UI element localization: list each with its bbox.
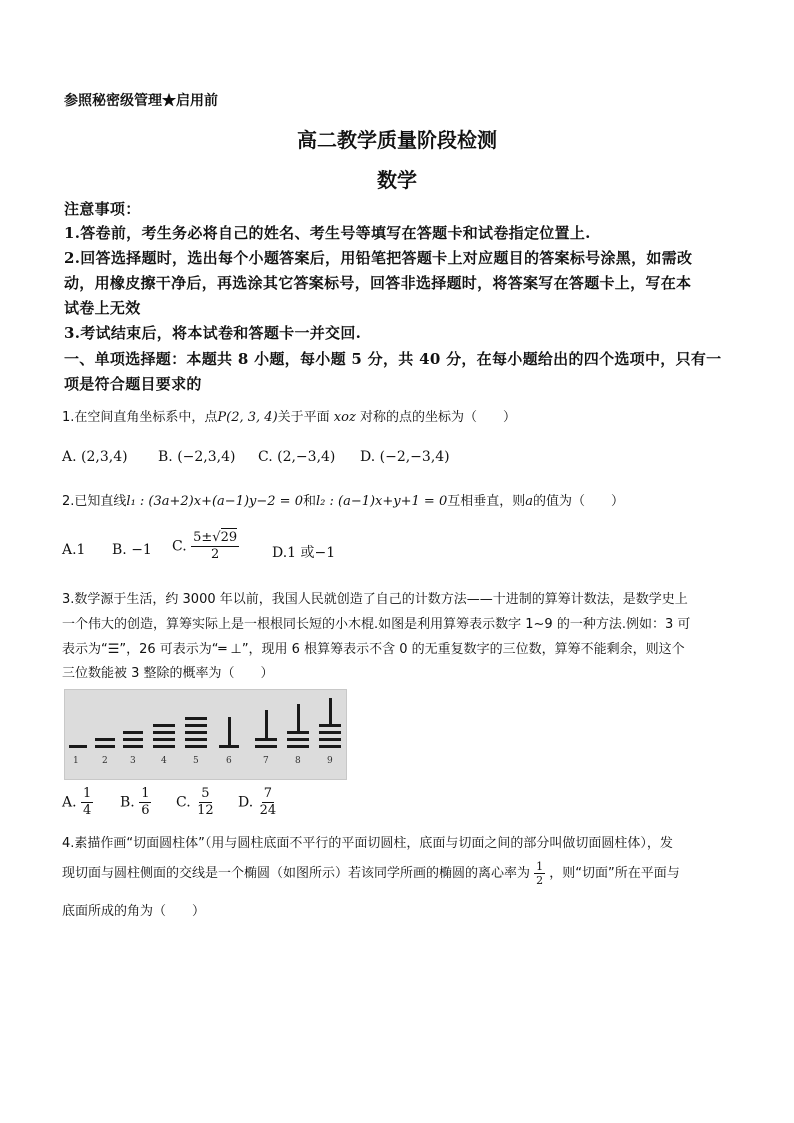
question-1-option-d: D. (−2,−3,4) — [360, 449, 450, 465]
rod-label-8: 8 — [295, 756, 301, 766]
note-item-2-line-1: 2.回答选择题时，选出每个小题答案后，用铅笔把答题卡上对应题目的答案标号涂黑，如需改 — [64, 249, 693, 267]
rod-label-9: 9 — [327, 756, 333, 766]
question-4-frac-den: 2 — [536, 874, 544, 887]
question-3-option-a-label: A. — [62, 794, 77, 811]
section-1-heading-line-1: 一、单项选择题：本题共 8 小题，每小题 5 分，共 40 分，在每小题给出的四个选项中，只有一 — [64, 350, 722, 368]
section-1-heading-line-2: 项是符合题目要求的 — [64, 375, 202, 393]
question-3-option-d-label: D. — [238, 794, 254, 811]
counting-rods-figure — [64, 689, 347, 780]
question-3-option-b-fraction — [139, 786, 151, 819]
notes-heading: 注意事项： — [64, 200, 141, 218]
question-4-line-3: 底面所成的角为（ ） — [62, 904, 206, 919]
rod-label-5: 5 — [193, 756, 199, 766]
rod-label-1: 1 — [73, 756, 79, 766]
question-3-option-a — [62, 786, 93, 819]
question-1-point: P(2, 3, 4) — [217, 410, 278, 425]
question-2-option-a: A.1 — [62, 542, 86, 558]
question-1-stem — [62, 406, 516, 425]
exam-title: 高二教学质量阶段检测 — [297, 128, 497, 152]
note-item-2-line-3: 试卷上无效 — [64, 299, 141, 317]
question-3-option-b-label: B. — [120, 794, 135, 811]
question-2-and: 和 — [302, 494, 316, 509]
question-2-option-c-label: C. — [172, 538, 187, 555]
rod-label-2: 2 — [102, 756, 108, 766]
question-3-option-a-fraction — [81, 786, 93, 819]
question-2-var: a — [525, 494, 533, 509]
question-2-suffix: 的值为（ ） — [533, 494, 625, 509]
rod-label-6: 6 — [226, 756, 232, 766]
question-2-option-d: D.1 或−1 — [272, 545, 336, 561]
question-2-option-c-sqrt: 29 — [220, 530, 238, 545]
question-1-plane: xoz — [333, 410, 356, 425]
question-4-frac-num: 1 — [536, 860, 544, 873]
question-3-option-c-den: 12 — [197, 803, 214, 818]
note-item-2-line-2: 动，用橡皮擦干净后，再选涂其它答案标号，回答非选择题时，将答案写在答题卡上，写在本 — [64, 274, 692, 292]
question-3-option-d — [238, 786, 278, 819]
question-4-line-1: 4.素描作画“切面圆柱体”（用与圆柱底面不平行的平面切圆柱，底面与切面之间的部分叫做切面圆柱体），发 — [62, 836, 673, 851]
question-3-option-a-den: 4 — [83, 803, 92, 818]
question-2-mid: 互相垂直，则 — [447, 494, 526, 509]
question-3-option-c-num: 5 — [201, 786, 210, 801]
question-3-option-c — [176, 786, 216, 819]
question-1-option-a: A. (2,3,4) — [62, 449, 128, 465]
question-4-eccentricity-fraction — [534, 860, 545, 887]
question-3-option-b-den: 6 — [141, 803, 150, 818]
question-3-line-3: 表示为“☰”，26 可表示为“═ ⊥”，现用 6 根算筹表示不含 0 的无重复数字的三位数，算筹不能剩余，则这个 — [62, 642, 685, 657]
question-1-prefix: 1.在空间直角坐标系中，点 — [62, 410, 218, 425]
question-3-line-1: 3.数学源于生活，约 3000 年以前，我国人民就创造了自己的计数方法——十进制的算筹计数法，是数学史上 — [62, 592, 688, 607]
rod-label-7: 7 — [263, 756, 269, 766]
question-1-option-b: B. (−2,3,4) — [158, 449, 236, 465]
question-2-stem — [62, 490, 624, 509]
exam-subject: 数学 — [377, 168, 417, 192]
question-1-option-c: C. (2,−3,4) — [258, 449, 336, 465]
rod-label-4: 4 — [161, 756, 167, 766]
question-3-option-d-fraction — [258, 786, 279, 819]
question-2-line-1: l₁ : (3a+2)x+(a−1)y−2 = 0 — [126, 494, 303, 509]
question-3-option-c-fraction — [195, 786, 216, 819]
question-4-line-2-prefix: 现切面与圆柱侧面的交线是一个椭圆（如图所示）若该同学所画的椭圆的离心率为 — [62, 866, 531, 881]
question-2-option-c-fraction: $\frac{5\pm√29}{2}$ — [193, 530, 238, 562]
question-2-option-b: B. −1 — [112, 542, 152, 558]
question-1-mid: 关于平面 — [277, 410, 330, 425]
question-2-option-c-num: 5± — [193, 530, 213, 545]
note-item-1: 1.答卷前，考生务必将自己的姓名、考生号等填写在答题卡和试卷指定位置上. — [64, 224, 591, 242]
question-3-option-b — [120, 786, 151, 819]
question-4-line-2 — [62, 860, 680, 887]
note-item-3: 3.考试结束后，将本试卷和答题卡一并交回. — [64, 324, 362, 342]
question-2-line-2: l₂ : (a−1)x+y+1 = 0 — [315, 494, 448, 509]
question-3-line-2: 一个伟大的创造，算筹实际上是一根根同长短的小木棍.如图是利用算筹表示数字 1~9 的一种方法.例如：3 可 — [62, 617, 691, 632]
question-3-line-4: 三位数能被 3 整除的概率为（ ） — [62, 666, 274, 681]
question-3-option-d-den: 24 — [259, 803, 277, 818]
question-3-option-d-num: 7 — [263, 786, 273, 801]
confidentiality-label: 参照秘密级管理★启用前 — [64, 93, 218, 109]
question-3-option-b-num: 1 — [141, 786, 150, 801]
question-3-option-a-num: 1 — [83, 786, 92, 801]
question-3-option-c-label: C. — [176, 794, 191, 811]
question-4-line-2-suffix: ，则“切面”所在平面与 — [549, 866, 680, 881]
question-2-option-c-den: 2 — [210, 547, 220, 562]
question-1-suffix: 对称的点的坐标为（ ） — [359, 410, 516, 425]
question-2-option-c — [172, 530, 239, 563]
question-2-prefix: 2.已知直线 — [62, 494, 127, 509]
rod-label-3: 3 — [130, 756, 136, 766]
